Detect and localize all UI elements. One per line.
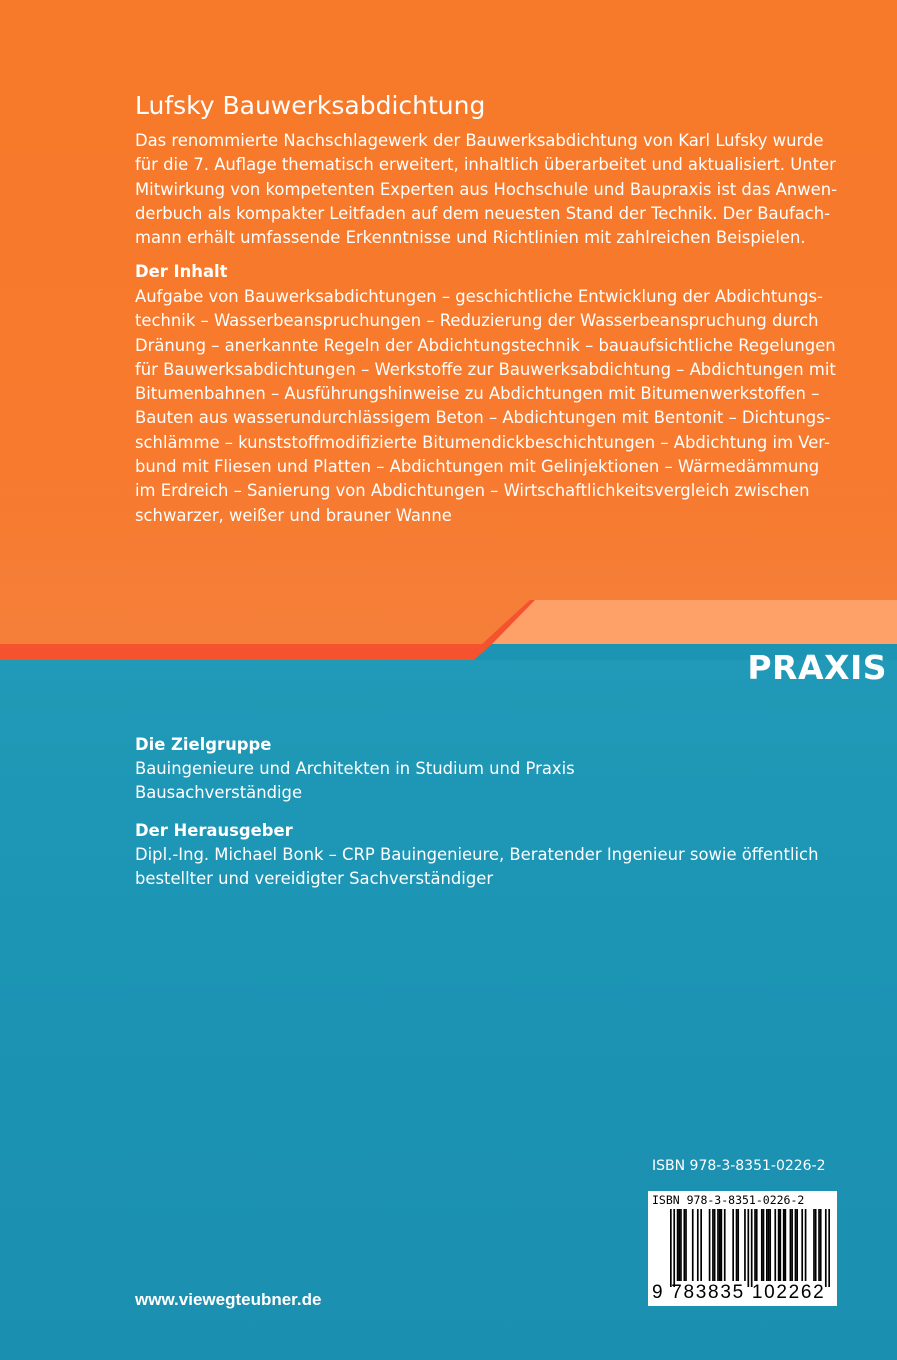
intro-line: für die 7. Auflage thematisch erweitert, inhaltlich überarbeitet und aktualisiert. Unter (135, 155, 836, 175)
barcode-bar (737, 1209, 739, 1281)
herausgeber-line: bestellter und vereidigter Sachverständiger (135, 869, 494, 889)
book-title: Lufsky Bauwerksabdichtung (135, 91, 486, 120)
barcode-bar (774, 1209, 776, 1281)
barcode-bar (754, 1209, 756, 1281)
inhalt-paragraph (135, 285, 835, 528)
barcode-bar (751, 1209, 753, 1287)
inhalt-line: schlämme – kunststoffmodifizierte Bitumendickbeschichtungen – Abdichtung im Ver- (135, 432, 830, 452)
barcode-bar (790, 1209, 792, 1281)
barcode-bars (670, 1209, 830, 1287)
barcode-bar (670, 1209, 672, 1287)
barcode-bar (724, 1209, 726, 1281)
barcode-bar (801, 1209, 803, 1281)
barcode-bar (796, 1209, 798, 1281)
barcode-bar (736, 1209, 738, 1281)
barcode-bar (678, 1209, 680, 1281)
inhalt-line: technik – Wasserbeanspruchungen – Reduzierung der Wasserbeanspruchung durch (135, 311, 819, 331)
barcode-bar (825, 1209, 827, 1287)
inhalt-line: schwarzer, weißer und brauner Wanne (135, 505, 452, 525)
barcode-bar (673, 1209, 675, 1287)
barcode-bar (700, 1209, 702, 1281)
barcode-bar (779, 1209, 781, 1281)
barcode-bar (805, 1209, 807, 1281)
inhalt-line: Aufgabe von Bauwerksabdichtungen – geschichtliche Entwicklung der Abdichtungs- (135, 287, 823, 306)
intro-line: Mitwirkung von kompetenten Experten aus Hochschule und Baupraxis ist das Anwen- (135, 179, 838, 199)
barcode-bar (818, 1209, 820, 1281)
herausgeber-text (135, 843, 835, 892)
barcode-bar (680, 1209, 682, 1281)
barcode-bar (721, 1209, 723, 1281)
barcode-bar (719, 1209, 721, 1281)
inhalt-line: im Erdreich – Sanierung von Abdichtungen – Wirtschaftlichkeitsvergleich zwischen (135, 481, 810, 501)
inhalt-heading: Der Inhalt (135, 262, 228, 281)
barcode-bar (685, 1209, 687, 1281)
zielgruppe-line: Bausachverständige (135, 783, 303, 803)
zielgruppe-line: Bauingenieure und Architekten in Studium und Praxis (135, 759, 575, 778)
barcode-bar (692, 1209, 694, 1281)
barcode-bar (763, 1209, 765, 1281)
barcode-bar (683, 1209, 685, 1281)
barcode-bar (714, 1209, 716, 1281)
barcode-bar (769, 1209, 771, 1281)
barcode-bar (768, 1209, 770, 1281)
inhalt-line: für Bauwerksabdichtungen – Werkstoffe zur Bauwerksabdichtung – Abdichtungen mit (135, 359, 836, 379)
barcode-bar (747, 1209, 749, 1287)
barcode-bar (785, 1209, 787, 1281)
intro-line: Das renommierte Nachschlagewerk der Bauwerksabdichtung von Karl Lufsky wurde (135, 131, 824, 150)
barcode-bar (709, 1209, 711, 1281)
barcode-bar (756, 1209, 758, 1281)
herausgeber-line: Dipl.-Ing. Michael Bonk – CRP Bauingenieure, Beratender Ingenieur sowie öffentlich (135, 845, 819, 864)
inhalt-line: bund mit Fliesen und Platten – Abdichtungen mit Gelinjektionen – Wärmedämmung (135, 457, 820, 477)
barcode-bar (778, 1209, 780, 1281)
barcode-bar (791, 1209, 793, 1281)
barcode-bar (732, 1209, 734, 1281)
zielgruppe-text (135, 757, 835, 806)
barcode-bar (820, 1209, 822, 1281)
herausgeber-heading: Der Herausgeber (135, 821, 293, 840)
barcode-bar (761, 1209, 763, 1281)
barcode-bar (712, 1209, 714, 1281)
intro-paragraph (135, 129, 838, 250)
barcode-bar (717, 1209, 719, 1281)
inhalt-line: Dränung – anerkannte Regeln der Abdichtungstechnik – bauaufsichtliche Regelungen (135, 335, 836, 355)
barcode-bar (744, 1209, 746, 1281)
barcode-bar (815, 1209, 817, 1281)
barcode-bar (828, 1209, 830, 1287)
intro-line: mann erhält umfassende Erkenntnisse und Richtlinien mit zahlreichen Beispielen. (135, 228, 806, 248)
barcode-bar (677, 1209, 679, 1281)
isbn-label: ISBN 978-3-8351-0226-2 (652, 1158, 826, 1174)
intro-line: derbuch als kompakter Leitfaden auf dem neuesten Stand der Technik. Der Baufach- (135, 203, 831, 223)
inhalt-line: Bitumenbahnen – Ausführungshinweise zu Abdichtungen mit Bitumenwerkstoffen – (135, 384, 820, 404)
praxis-label: PRAXIS (747, 648, 887, 687)
barcode-bar (813, 1209, 815, 1281)
barcode-bar (766, 1209, 768, 1281)
barcode-isbn-text: ISBN 978-3-8351-0226-2 (652, 1193, 805, 1207)
zielgruppe-heading: Die Zielgruppe (135, 735, 272, 754)
inhalt-line: Bauten aus wasserundurchlässigem Beton – Abdichtungen mit Bentonit – Dichtungs- (135, 408, 831, 428)
barcode-bar (795, 1209, 797, 1281)
barcode-number: 9 783835 102262 (652, 1282, 826, 1303)
barcode-bar (697, 1209, 699, 1281)
barcode (648, 1191, 837, 1306)
barcode-bar (783, 1209, 785, 1281)
website-url: www.viewegteubner.de (135, 1290, 322, 1309)
